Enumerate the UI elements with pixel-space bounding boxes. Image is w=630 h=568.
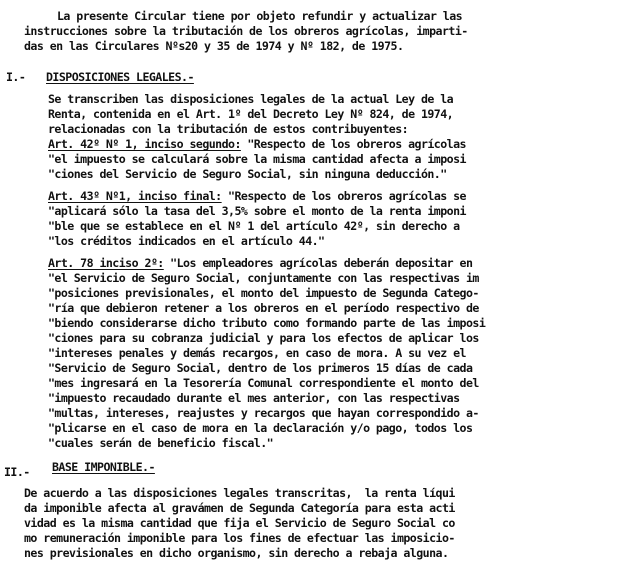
article-78-line: "ría que debieron retener a los obreros en el período respectivo de (48, 301, 479, 315)
article-42-line: "ciones del Servicio de Seguro Social, sin ninguna deducción." (48, 167, 447, 181)
section-intro-line: Se transcriben las disposiciones legales de la actual Ley de la (48, 92, 454, 106)
article-78-line: "plicarse en el caso de mora en la declaración y/o pago, todos los (48, 421, 473, 435)
section-number: I.- (6, 70, 26, 84)
section-2-line: De acuerdo a las disposiciones legales transcritas, la renta líqui (24, 486, 455, 500)
section-2-line: vidad es la misma cantidad que fija el Servicio de Seguro Social co (24, 516, 455, 530)
article-78-first-line (48, 256, 472, 271)
section-2-line: mo remuneración imponible para los fines de efectuar las imposicio- (24, 531, 455, 545)
article-43-line: "aplicará sólo la tasa del 3,5% sobre el monto de la renta imponi (48, 204, 466, 218)
article-42-text: "Respecto de los obreros agrícolas (240, 137, 466, 151)
section-2-line: nes previsionales en dicho organismo, sin derecho a rebaja alguna. (24, 546, 449, 560)
intro-line: La presente Circular tiene por objeto refundir y actualizar las (57, 9, 463, 23)
article-78-line: "multas, intereses, reajustes y recargos que hayan correspondido a- (48, 406, 479, 420)
article-78-line: "mes ingresará en la Tesorería Comunal correspondiente el monto del (48, 376, 479, 390)
section-number: II.- (4, 465, 30, 479)
article-78-line: "intereses penales y demás recargos, en caso de mora. A su vez el (48, 346, 466, 360)
article-78-line: "cuales serán de beneficio fiscal." (48, 436, 274, 450)
section-heading: BASE IMPONIBLE.- (52, 460, 155, 474)
article-78-line: "el Servicio de Seguro Social, conjuntamente con las respectivas im (48, 271, 479, 285)
article-43-reference: Art. 43º Nº1, inciso final: (48, 189, 222, 203)
section-intro-line: Renta, contenida en el Art. 1º del Decreto Ley Nº 824, de 1974, (48, 107, 454, 121)
article-43-first-line (48, 189, 466, 204)
article-42-line: "el impuesto se calculará sobre la misma cantidad afecta a imposi (48, 152, 466, 166)
intro-line: das en las Circulares Nºs20 y 35 de 1974 y Nº 182, de 1975. (24, 39, 404, 53)
article-78-line: "ciones para su cobranza judicial y para los efectos de aplicar los (48, 331, 479, 345)
article-78-line: "biendo considerarse dicho tributo como formando parte de las imposi (48, 316, 486, 330)
article-78-line: "impuesto recaudado durante el mes anterior, con las respectivas (48, 391, 460, 405)
article-43-line: "los créditos indicados en el artículo 44." (48, 234, 325, 248)
article-78-line: "posiciones previsionales, el monto del impuesto de Segunda Catego- (48, 286, 479, 300)
section-intro-line: relacionadas con la tributación de estos contribuyentes: (48, 122, 409, 136)
article-78-line: "Servicio de Seguro Social, dentro de los primeros 15 días de cada (48, 361, 473, 375)
intro-line: instrucciones sobre la tributación de los obreros agrícolas, imparti- (24, 24, 468, 38)
article-78-reference: Art. 78 inciso 2º: (48, 256, 164, 270)
section-2-line: da imponible afecta al gravámen de Segunda Categoría para esta acti (24, 501, 455, 515)
section-heading: DISPOSICIONES LEGALES.- (46, 70, 194, 84)
article-42-first-line (48, 137, 466, 152)
article-43-text: "Respecto de los obreros agrícolas se (221, 189, 466, 203)
article-42-reference: Art. 42º Nº 1, inciso segundo: (48, 137, 241, 151)
article-78-text: "Los empleadores agrícolas deberán depositar en (163, 256, 473, 270)
article-43-line: "ble que se establece en el Nº 1 del artículo 42º, sin derecho a (48, 219, 460, 233)
